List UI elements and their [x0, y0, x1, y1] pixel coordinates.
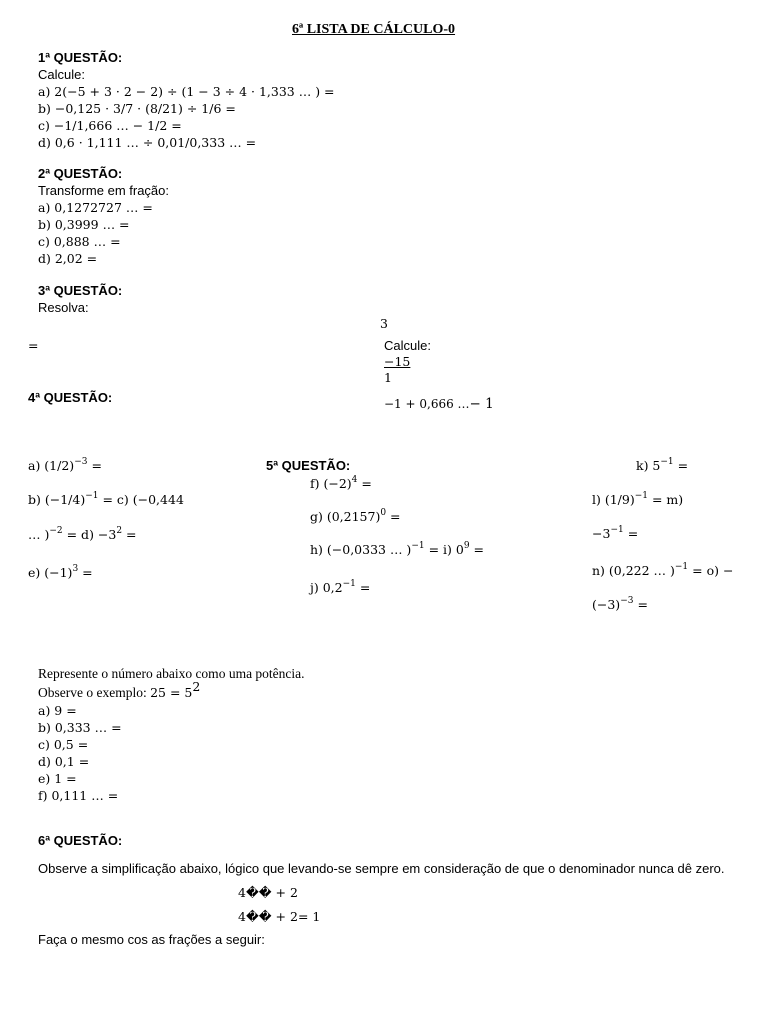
- q3-calcule-label: Calcule:: [384, 338, 431, 353]
- q4-item-c: … )$^{-2} = d) -3^2$ =: [28, 525, 137, 542]
- q5-item-m: $-3^{-1}$ =: [592, 524, 639, 541]
- q5-item-h-i: h) (−0,0333 … )$^{-1}$ = i) $0^9$ =: [310, 540, 485, 557]
- q6-numerator: 4�� + 2: [238, 885, 298, 900]
- q5-item-k: k) $5^{-1}$ =: [636, 456, 689, 473]
- q1-item-c: c) −1/1,666 … − 1/2 =: [38, 118, 182, 133]
- q5-item-n: n) (0,222 … )$^{-1}$ = o) −: [592, 561, 734, 578]
- q5-item-f: f) $(-2)^4$ =: [310, 474, 372, 491]
- q3-instruction: Resolva:: [38, 300, 89, 315]
- page-title: 6ª LISTA DE CÁLCULO-0: [292, 22, 456, 37]
- q1-heading: 1ª QUESTÃO:: [38, 50, 123, 65]
- q3-fraction-denominator: 1: [384, 370, 392, 385]
- q2-item-d: d) 2,02 =: [38, 251, 98, 266]
- powers-item-a: a) 9 =: [38, 703, 77, 718]
- powers-item-c: c) 0,5 =: [38, 737, 89, 752]
- q6-footer: Faça o mesmo cos as frações a seguir:: [38, 932, 265, 947]
- q4-heading: 4ª QUESTÃO:: [28, 390, 113, 405]
- powers-item-e: e) 1 =: [38, 771, 77, 786]
- q5-item-g: g) $(0,2157)^0$ =: [310, 507, 401, 524]
- q1-instruction: Calcule:: [38, 67, 85, 82]
- q6-text: Observe a simplificação abaixo, lógico que levando-se sempre em consideração de que o denominador nunca dê zero.: [38, 861, 725, 876]
- q2-instruction: Transforme em fração:: [38, 183, 170, 198]
- q3-heading: 3ª QUESTÃO:: [38, 283, 123, 298]
- powers-example: Observe o exemplo: $25 = 5^2$: [38, 678, 201, 700]
- q2-item-b: b) 0,3999 … =: [38, 217, 130, 232]
- q1-item-b: b) −0,125 · 3/7 · (8/21) ÷ 1/6 =: [38, 101, 236, 116]
- q5-item-l: l) $(1/9)^{-1} = m$): [592, 490, 684, 507]
- powers-item-f: f) 0,111 … =: [38, 788, 119, 803]
- q5-heading: 5ª QUESTÃO:: [266, 458, 351, 473]
- q5-item-j: j) $0,2^{-1}$ =: [310, 578, 371, 595]
- q2-heading: 2ª QUESTÃO:: [38, 166, 123, 181]
- q4-item-e: e) $(-1)^3$ =: [28, 563, 93, 580]
- q3-fraction-numerator: −15: [384, 354, 411, 369]
- powers-item-d: d) 0,1 =: [38, 754, 90, 769]
- q5-item-o: $(-3)^{-3}$ =: [592, 595, 648, 612]
- q2-item-a: a) 0,1272727 … =: [38, 200, 153, 215]
- powers-item-b: b) 0,333 … =: [38, 720, 122, 735]
- q2-item-c: c) 0,888 … =: [38, 234, 121, 249]
- q3-fraction-top: 3: [380, 316, 388, 331]
- q6-denominator: 4�� + 2= 1: [238, 909, 321, 924]
- q3-equals: =: [28, 338, 39, 353]
- q6-heading: 6ª QUESTÃO:: [38, 833, 123, 848]
- q3-expression: −1 + 0,666 …− 1: [384, 396, 494, 412]
- q4-item-a: a) $(1/2)^{-3}$ =: [28, 456, 102, 473]
- q1-item-d: d) 0,6 · 1,111 … ÷ 0,01/0,333 … =: [38, 135, 257, 150]
- q4-item-b: b) $(-1/4)^{-1} = c$) (−0,444: [28, 490, 184, 507]
- powers-instruction: Represente o número abaixo como uma potência.: [38, 666, 305, 681]
- q1-item-a: a) 2(−5 + 3 · 2 − 2) ÷ (1 − 3 ÷ 4 · 1,333 … ) =: [38, 84, 335, 99]
